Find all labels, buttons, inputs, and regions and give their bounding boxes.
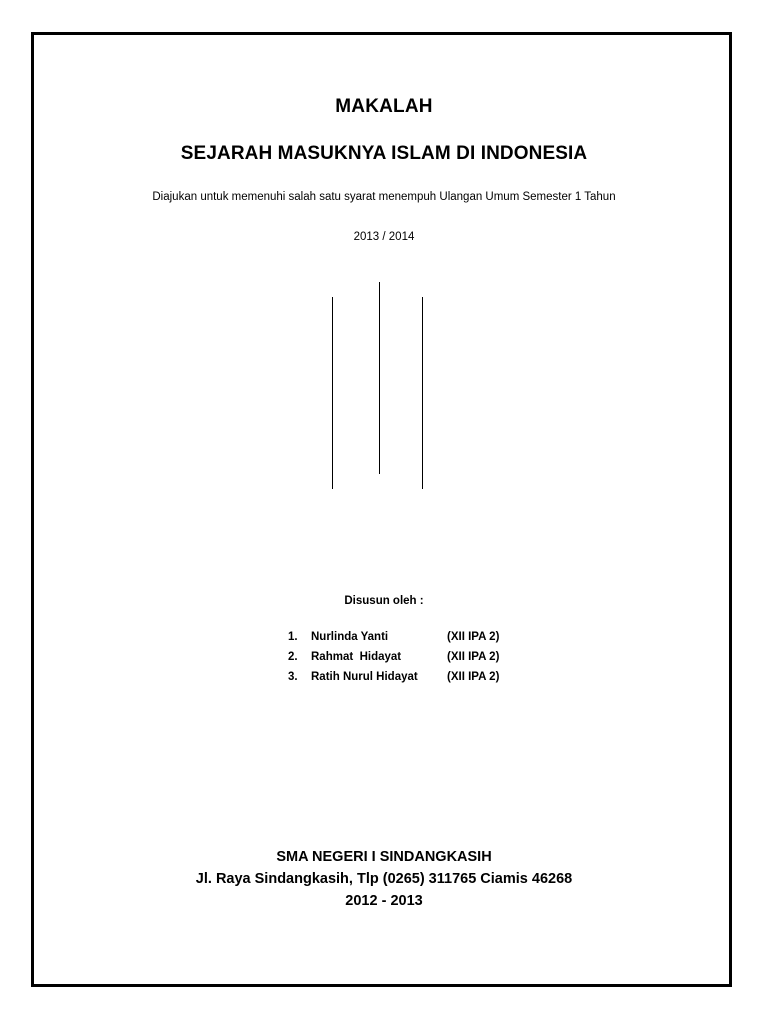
author-item: [288, 629, 499, 649]
document-title: SEJARAH MASUKNYA ISLAM DI INDONESIA: [180, 143, 588, 164]
decorative-line-middle: [379, 282, 380, 474]
school-address: Jl. Raya Sindangkasih, Tlp (0265) 311765 Ciamis 46268: [195, 871, 573, 887]
author-item: [288, 649, 499, 669]
author-name: Nurlinda Yanti: [311, 631, 389, 643]
decorative-line-left: [332, 297, 333, 489]
document-heading: MAKALAH: [335, 96, 433, 117]
author-class: (XII IPA 2): [447, 671, 500, 683]
author-number: 2.: [288, 651, 298, 663]
author-name: Rahmat Hidayat: [311, 651, 402, 663]
authors-label: Disusun oleh :: [344, 595, 424, 607]
document-purpose: Diajukan untuk memenuhi salah satu syarat menempuh Ulangan Umum Semester 1 Tahun: [152, 191, 616, 203]
authors-list: [288, 629, 499, 689]
author-name: Ratih Nurul Hidayat: [311, 671, 418, 683]
school-name: SMA NEGERI I SINDANGKASIH: [276, 849, 492, 865]
author-number: 3.: [288, 671, 298, 683]
author-class: (XII IPA 2): [447, 651, 500, 663]
school-years: 2012 - 2013: [345, 893, 423, 909]
page-border: [31, 32, 732, 987]
author-class: (XII IPA 2): [447, 631, 500, 643]
author-item: [288, 669, 499, 689]
decorative-line-right: [422, 297, 423, 489]
academic-year: 2013 / 2014: [353, 231, 415, 243]
author-number: 1.: [288, 631, 298, 643]
